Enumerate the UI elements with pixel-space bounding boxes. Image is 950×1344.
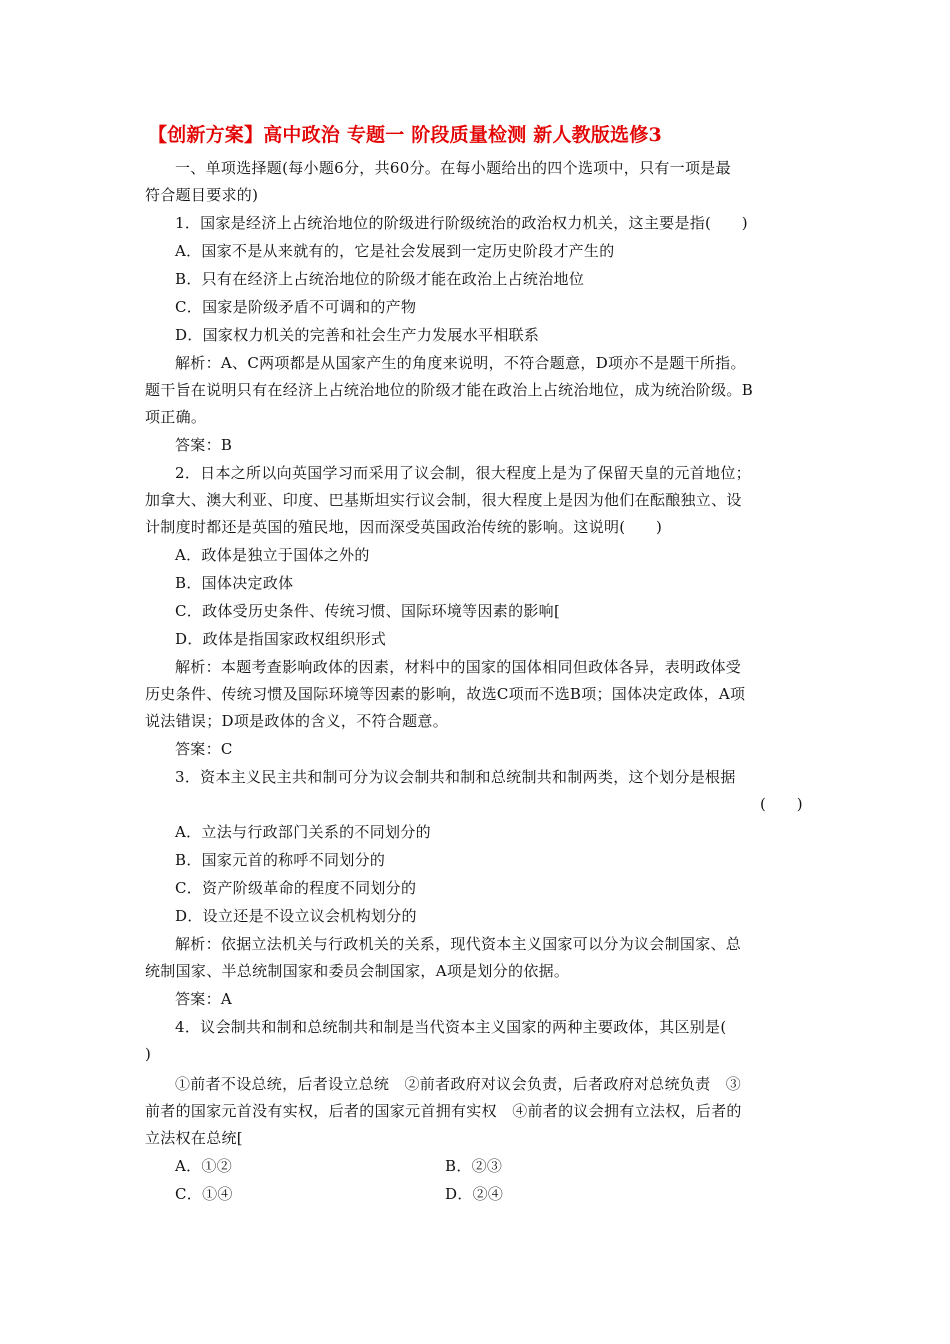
q3-answer-blank: ( ) bbox=[760, 795, 803, 813]
q2-analysis-cont2: 说法错误；D项是政体的含义，不符合题意。 bbox=[145, 712, 449, 730]
q3-analysis: 解析：依据立法机关与行政机关的关系，现代资本主义国家可以分为议会制国家、总 bbox=[175, 935, 742, 953]
q1-option-b: B．只有在经济上占统治地位的阶级才能在政治上占统治地位 bbox=[175, 270, 585, 288]
q2-stem: 2．日本之所以向英国学习而采用了议会制，很大程度上是为了保留天皇的元首地位； bbox=[175, 464, 751, 482]
q3-option-b: B．国家元首的称呼不同划分的 bbox=[175, 851, 386, 869]
q2-option-b: B．国体决定政体 bbox=[175, 574, 294, 592]
q1-analysis: 解析：A、C两项都是从国家产生的角度来说明，不符合题意，D项亦不是题干所指。 bbox=[175, 354, 746, 372]
section-heading-cont: 符合题目要求的) bbox=[145, 186, 259, 204]
q4-option-d: D．②④ bbox=[445, 1185, 504, 1203]
q3-option-a: A．立法与行政部门关系的不同划分的 bbox=[175, 823, 431, 841]
q4-items: ①前者不设总统，后者设立总统 ②前者政府对议会负责，后者政府对总统负责 ③ bbox=[175, 1075, 742, 1093]
q4-option-b: B．②③ bbox=[445, 1157, 503, 1175]
q2-stem-cont2: 计制度时都还是英国的殖民地，因而深受英国政治传统的影响。这说明( ) bbox=[145, 518, 663, 536]
q2-option-d: D．政体是指国家政权组织形式 bbox=[175, 630, 387, 648]
q2-analysis-cont: 历史条件、传统习惯及国际环境等因素的影响，故选C项而不选B项；国体决定政体，A项 bbox=[145, 685, 746, 703]
q2-option-a: A．政体是独立于国体之外的 bbox=[175, 546, 370, 564]
q4-stem: 4．议会制共和制和总统制共和制是当代资本主义国家的两种主要政体，其区别是( bbox=[175, 1018, 727, 1036]
q1-stem: 1．国家是经济上占统治地位的阶级进行阶级统治的政治权力机关，这主要是指( ) bbox=[175, 214, 748, 232]
q1-option-d: D．国家权力机关的完善和社会生产力发展水平相联系 bbox=[175, 326, 540, 344]
section-heading: 一、单项选择题(每小题6分，共60分。在每小题给出的四个选项中，只有一项是最 bbox=[175, 159, 731, 177]
q3-option-c: C．资产阶级革命的程度不同划分的 bbox=[175, 879, 417, 897]
q2-option-c: C．政体受历史条件、传统习惯、国际环境等因素的影响[ bbox=[175, 602, 561, 620]
q3-stem: 3．资本主义民主共和制可分为议会制共和制和总统制共和制两类，这个划分是根据 bbox=[175, 768, 736, 786]
q1-option-c: C．国家是阶级矛盾不可调和的产物 bbox=[175, 298, 417, 316]
q4-items-cont2: 立法权在总统[ bbox=[145, 1129, 243, 1147]
q2-answer: 答案：C bbox=[175, 740, 233, 758]
document-title: 【创新方案】高中政治 专题一 阶段质量检测 新人教版选修3 bbox=[148, 124, 662, 146]
q1-answer: 答案：B bbox=[175, 436, 233, 454]
q1-option-a: A．国家不是从来就有的，它是社会发展到一定历史阶段才产生的 bbox=[175, 242, 615, 260]
q4-stem-cont: ) bbox=[145, 1045, 152, 1063]
q3-analysis-cont: 统制国家、半总统制国家和委员会制国家，A项是划分的依据。 bbox=[145, 962, 570, 980]
q4-option-a: A．①② bbox=[175, 1157, 233, 1175]
q1-analysis-cont: 题干旨在说明只有在经济上占统治地位的阶级才能在政治上占统治地位，成为统治阶级。B bbox=[145, 381, 754, 399]
q1-analysis-cont2: 项正确。 bbox=[145, 408, 207, 426]
q3-option-d: D．设立还是不设立议会机构划分的 bbox=[175, 907, 417, 925]
q4-items-cont: 前者的国家元首没有实权，后者的国家元首拥有实权 ④前者的议会拥有立法权，后者的 bbox=[145, 1102, 742, 1120]
q3-answer: 答案：A bbox=[175, 990, 233, 1008]
q4-option-c: C．①④ bbox=[175, 1185, 233, 1203]
q2-stem-cont: 加拿大、澳大利亚、印度、巴基斯坦实行议会制，很大程度上是因为他们在酝酿独立、设 bbox=[145, 491, 742, 509]
q2-analysis: 解析：本题考查影响政体的因素，材料中的国家的国体相同但政体各异，表明政体受 bbox=[175, 658, 742, 676]
